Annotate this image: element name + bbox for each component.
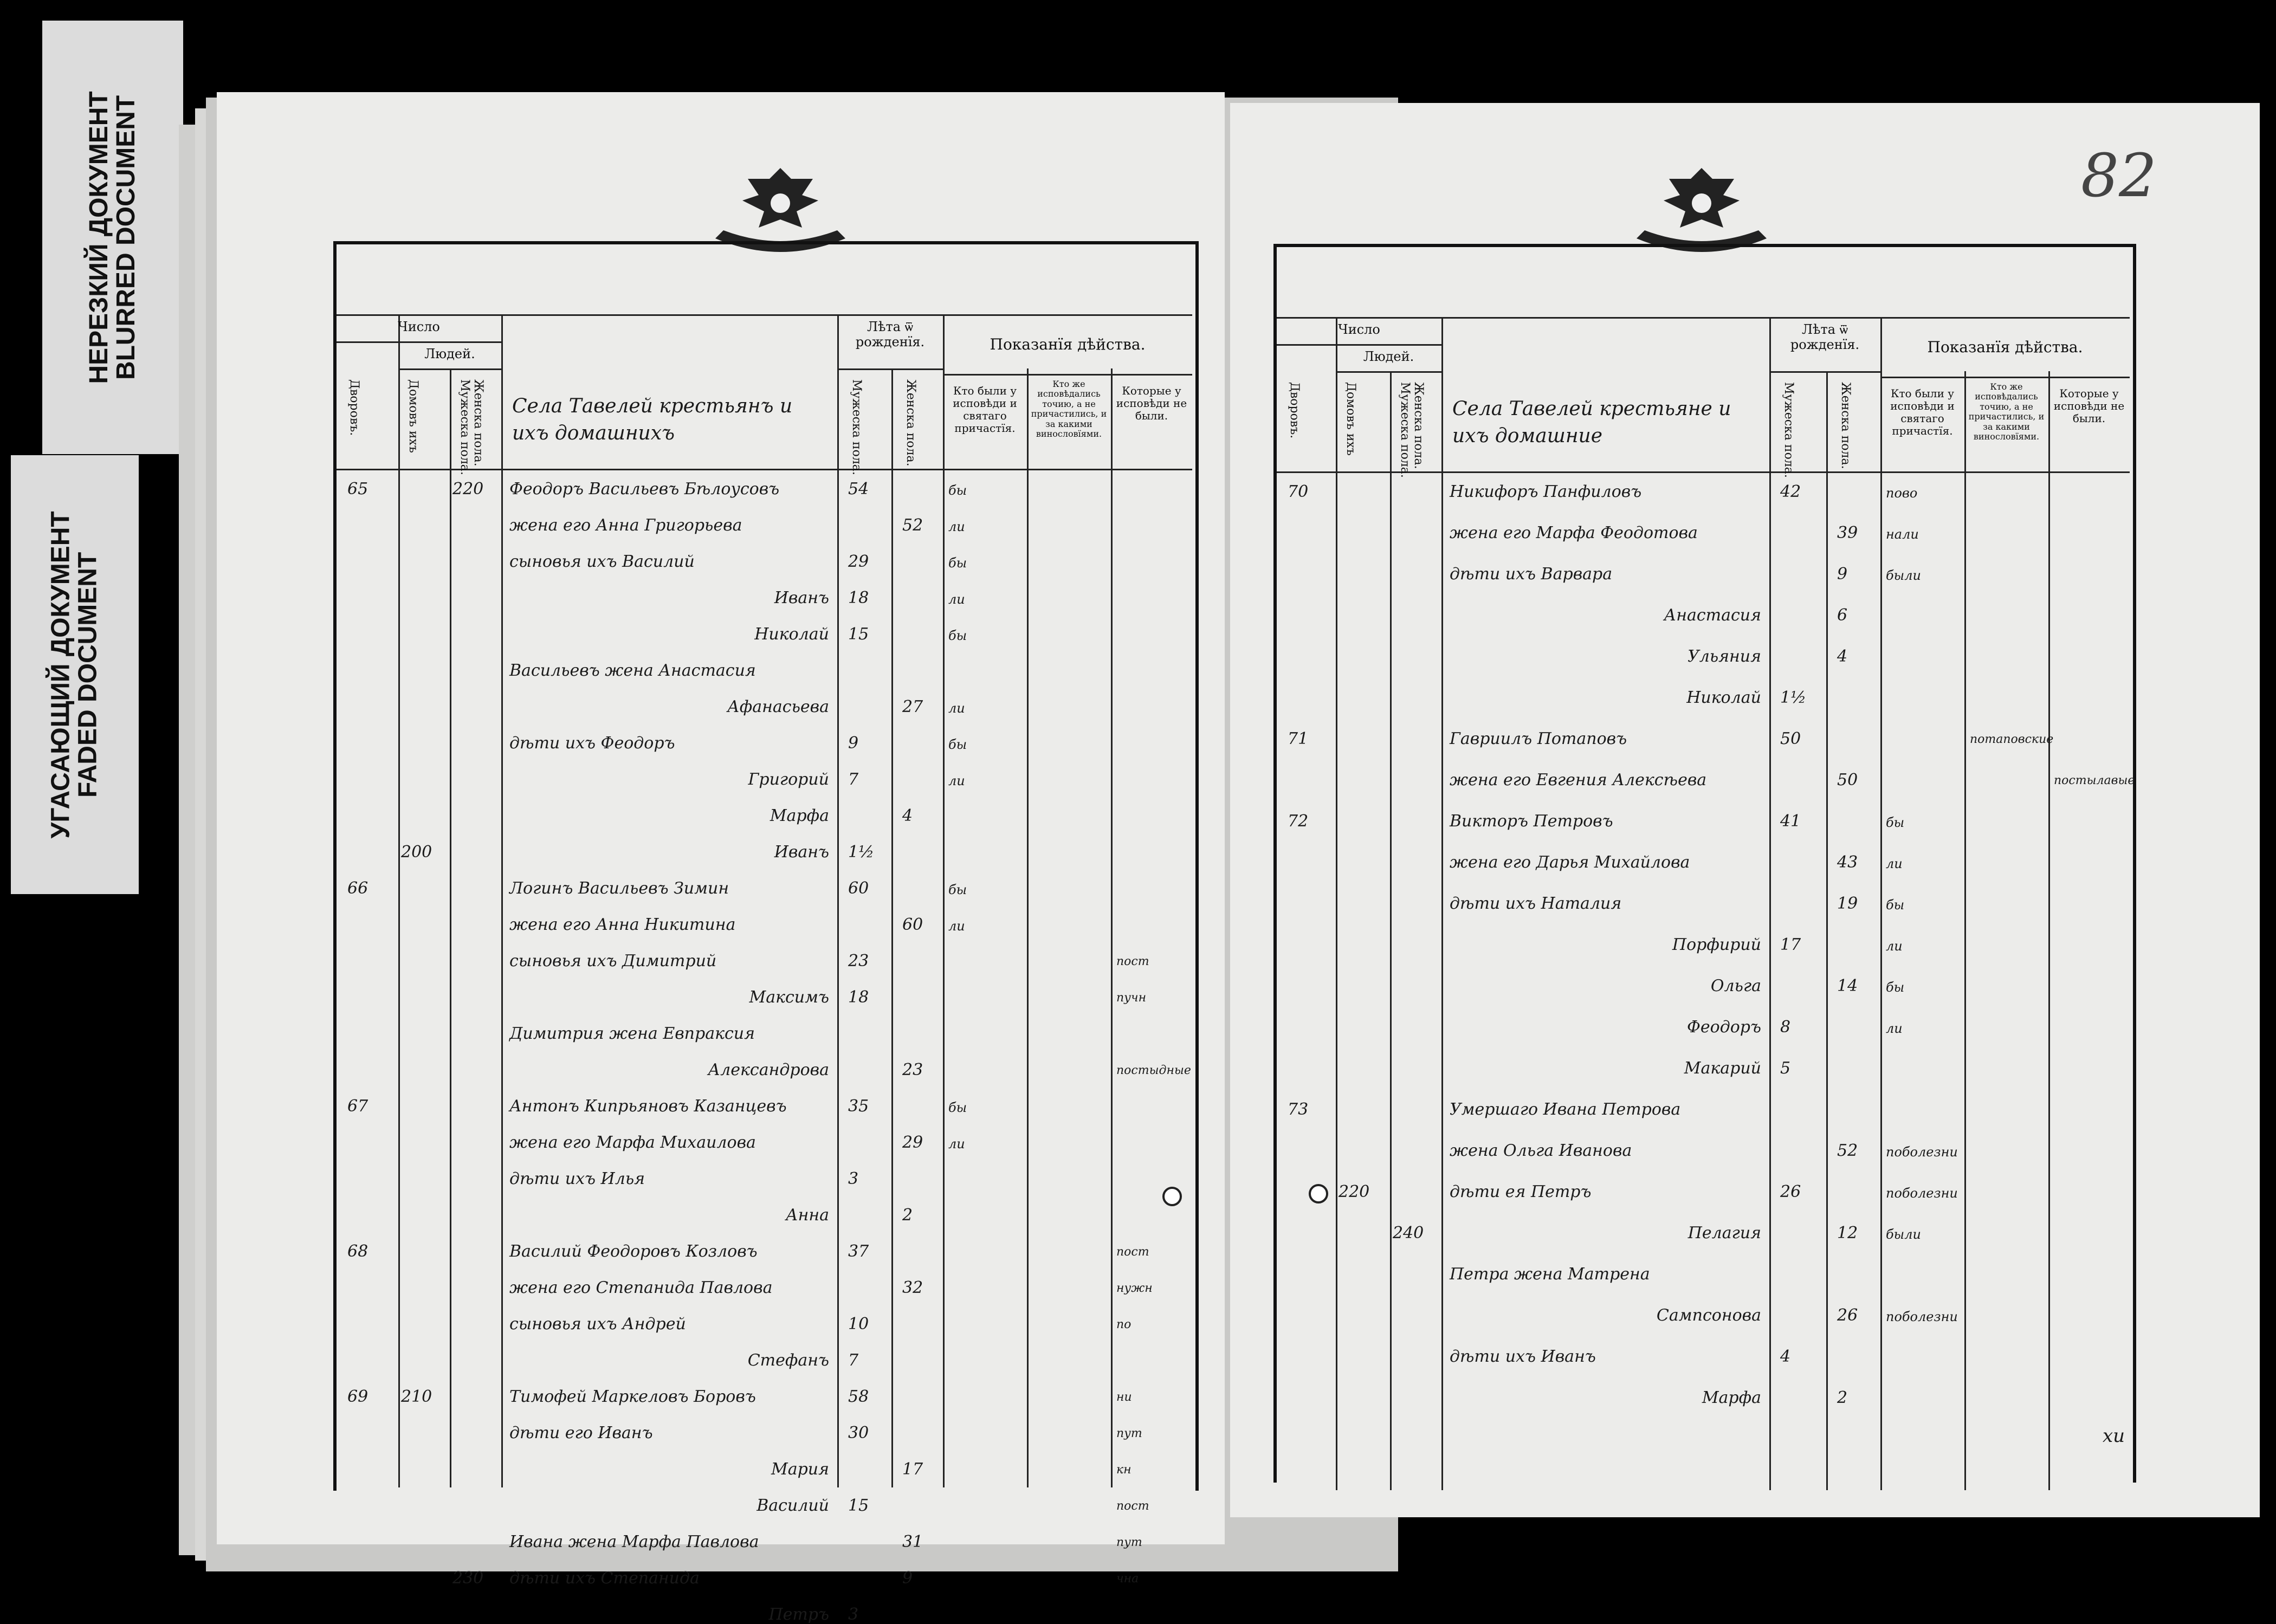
age-male: 18 [848, 988, 869, 1007]
person-name: Максимъ [749, 988, 829, 1007]
header-zhen: Женска пола. [471, 379, 485, 467]
column-divider [837, 314, 839, 1487]
column-divider [1027, 368, 1029, 1487]
person-name: Петра жена Матрена [1450, 1265, 1650, 1284]
person-name: дѣти ихъ Иванъ [1450, 1347, 1596, 1366]
age-male: 29 [848, 552, 869, 571]
age-male: 54 [848, 480, 869, 499]
not-confessed-mark: по [1116, 1318, 1131, 1331]
person-name: Порфирий [1672, 935, 1761, 954]
leta-line [837, 368, 943, 370]
blurred-document-tab [42, 21, 183, 454]
person-name: Викторъ Петровъ [1450, 812, 1613, 831]
person-name: Мария [771, 1460, 829, 1479]
confession-mark: ли [948, 1136, 965, 1151]
header-leta-muzh: Мужеска пола. [1782, 382, 1795, 478]
column-divider [1964, 371, 1966, 1490]
age-male: 37 [848, 1242, 869, 1261]
age-female: 4 [902, 806, 913, 825]
person-name: жена Ольга Иванова [1450, 1141, 1632, 1160]
column-divider [1880, 317, 1882, 1490]
confession-mark: ли [1886, 856, 1903, 871]
confession-mark: пово [1886, 486, 1918, 501]
age-female: 39 [1837, 523, 1858, 542]
age-male: 7 [848, 1351, 859, 1370]
confession-mark: ли [948, 519, 965, 534]
person-name: сыновья ихъ Андрей [509, 1315, 686, 1334]
column-divider [943, 314, 945, 1487]
person-name: Григорий [748, 770, 829, 789]
not-confessed-mark: пучн [1116, 991, 1147, 1005]
not-confessed-mark: пост [1116, 955, 1149, 968]
age-female: 2 [1837, 1388, 1848, 1407]
header-muzh: Мужеска пола. [1398, 382, 1412, 478]
blurred-tab-en: BLURRED DOCUMENT [112, 95, 140, 380]
age-female: 50 [1837, 771, 1858, 790]
confession-mark: бы [1886, 815, 1905, 830]
person-name: Димитрия жена Евпраксия [509, 1024, 755, 1043]
person-name: Николай [1686, 688, 1761, 707]
age-female: 14 [1837, 976, 1858, 995]
chislo-line [1277, 344, 1441, 346]
person-name: Николай [754, 625, 829, 644]
person-name: Анастасия [1664, 606, 1761, 625]
age-female: 2 [902, 1206, 913, 1225]
header-dvorov: Дворовъ. [1288, 382, 1301, 439]
tally-female: 230 [452, 1569, 484, 1588]
faded-document-tab [11, 455, 139, 894]
confession-mark: ли [948, 701, 965, 716]
not-confessed-mark: нужн [1116, 1282, 1153, 1295]
punch-hole [1309, 1184, 1328, 1204]
confession-only-mark: потаповские [1970, 733, 2054, 746]
not-confessed-mark: чна [1116, 1572, 1139, 1586]
age-female: 9 [1837, 565, 1848, 584]
faded-tab-en: FADED DOCUMENT [74, 552, 103, 798]
header-village-title: Села Тавелей крестьянъ и ихъ домашнихъ [512, 395, 793, 445]
person-name: дѣти ея Петръ [1450, 1182, 1592, 1201]
age-male: 60 [848, 879, 869, 898]
header-domov: Домовъ ихъ [406, 379, 420, 453]
household-number: 73 [1288, 1100, 1309, 1119]
household-number: 71 [1288, 729, 1309, 748]
column-divider [501, 314, 503, 1487]
not-confessed-mark: пут [1116, 1536, 1142, 1549]
age-male: 1½ [848, 843, 875, 862]
confession-mark: нали [1886, 527, 1919, 542]
age-male: 23 [848, 952, 869, 970]
person-name: Макарий [1684, 1059, 1761, 1078]
person-name: Афанасьева [727, 697, 829, 716]
confession-mark: бы [948, 882, 967, 897]
age-female: 4 [1837, 647, 1848, 666]
person-name: Василий Феодоровъ Козловъ [509, 1242, 758, 1261]
household-number: 68 [347, 1242, 368, 1261]
age-male: 3 [848, 1169, 859, 1188]
person-name: Петръ [768, 1605, 829, 1624]
person-name: Ольга [1710, 976, 1761, 995]
person-name: Стефанъ [747, 1351, 829, 1370]
age-female: 17 [902, 1460, 923, 1479]
confession-mark: бы [948, 1100, 967, 1115]
age-male: 58 [848, 1387, 869, 1406]
person-name: Логинъ Васильевъ Зимин [509, 879, 729, 898]
header-top-line [1277, 317, 2130, 319]
corner-note: хи [2103, 1425, 2125, 1447]
person-name: Никифоръ Панфиловъ [1450, 482, 1642, 501]
confession-mark: бы [948, 628, 967, 643]
faded-tab-ru: УГАСАЮЩИЙ ДОКУМЕНТ [46, 510, 75, 839]
not-confessed-mark: пост [1116, 1499, 1149, 1513]
column-divider [1336, 317, 1337, 1490]
person-name: Антонъ Кипрьяновъ Казанцевъ [509, 1097, 787, 1116]
age-male: 42 [1780, 482, 1801, 501]
age-female: 29 [902, 1133, 923, 1152]
header-pokaz: Показанїя дѣйства. [1927, 338, 2083, 356]
age-male: 10 [848, 1315, 869, 1334]
header-col-b: Кто же исповѣдались точию, а не причастились, и за какими винословїями. [1968, 381, 2045, 442]
person-name: жена его Анна Григорьева [509, 516, 742, 535]
household-number: 67 [347, 1097, 368, 1116]
confession-mark: ли [948, 918, 965, 934]
leta-line [1769, 371, 1880, 373]
header-lyudey: Людей. [424, 346, 475, 361]
age-male: 18 [848, 588, 869, 607]
age-female: 43 [1837, 853, 1858, 872]
chislo-line [337, 341, 501, 343]
column-divider [398, 314, 400, 1487]
blurred-tab-ru: НЕРЕЗКИЙ ДОКУМЕНТ [84, 90, 113, 384]
age-female: 19 [1837, 894, 1858, 913]
person-name: жена его Степанида Павлова [509, 1278, 773, 1297]
confession-mark: бы [948, 483, 967, 498]
not-confessed-mark: постылавые [2054, 774, 2135, 787]
header-leta-zhen: Женска пола. [1839, 382, 1852, 469]
age-male: 8 [1780, 1018, 1791, 1037]
person-name: Гавриилъ Потаповъ [1450, 729, 1627, 748]
tally-female: 220 [452, 480, 484, 499]
person-name: Иванъ [774, 588, 829, 607]
header-leta: Лѣта ѿ рожденїя. [855, 319, 925, 350]
age-male: 7 [848, 770, 859, 789]
person-name: жена его Дарья Михайлова [1450, 853, 1690, 872]
age-male: 4 [1780, 1347, 1791, 1366]
person-name: жена его Евгения Алексѣева [1450, 771, 1707, 790]
person-name: Ульяния [1687, 647, 1761, 666]
punch-hole [1162, 1187, 1182, 1206]
header-muzh: Мужеска пола. [458, 379, 471, 475]
column-divider [1826, 371, 1828, 1490]
person-name: Марфа [1702, 1388, 1761, 1407]
confession-mark: бы [948, 555, 967, 571]
column-divider [450, 368, 451, 1487]
header-leta: Лѣта ѿ рожденїя. [1790, 322, 1860, 352]
header-leta-muzh: Мужеска пола. [850, 379, 863, 475]
column-divider [1390, 371, 1392, 1490]
lyudey-line [1336, 371, 1441, 373]
header-col-c: Которые у исповѣди не были. [2053, 387, 2125, 425]
age-female: 6 [1837, 606, 1848, 625]
age-female: 32 [902, 1278, 923, 1297]
person-name: сыновья ихъ Василий [509, 552, 695, 571]
person-name: Иванъ [774, 843, 829, 862]
person-name: Умершаго Ивана Петрова [1450, 1100, 1681, 1119]
not-confessed-mark: кн [1116, 1463, 1131, 1477]
age-male: 41 [1780, 812, 1801, 831]
header-zhen: Женска пола. [1412, 382, 1425, 469]
person-name: Анна [785, 1206, 829, 1225]
age-male: 50 [1780, 729, 1801, 748]
header-top-line [337, 314, 1192, 316]
tally-male: 220 [1339, 1182, 1370, 1201]
person-name: Марфа [770, 806, 829, 825]
not-confessed-mark: постыдные [1116, 1064, 1191, 1077]
person-name: жена его Анна Никитина [509, 915, 736, 934]
age-male: 15 [848, 1496, 869, 1515]
confession-mark: поболезни [1886, 1309, 1958, 1324]
header-col-a: Кто были у исповѣди и святаго причастїя. [953, 384, 1017, 435]
age-male: 30 [848, 1424, 869, 1442]
person-name: Пелагия [1687, 1224, 1761, 1243]
confession-mark: были [1886, 568, 1921, 583]
header-chislo: Число [398, 319, 440, 334]
person-name: Александрова [708, 1060, 829, 1079]
household-number: 72 [1288, 812, 1309, 831]
age-female: 27 [902, 697, 923, 716]
age-male: 35 [848, 1097, 869, 1116]
header-dvorov: Дворовъ. [347, 379, 361, 436]
age-female: 52 [902, 516, 923, 535]
age-male: 3 [848, 1605, 859, 1624]
person-name: жена его Марфа Феодотова [1450, 523, 1698, 542]
confession-mark: ли [1886, 939, 1903, 954]
header-col-b: Кто же исповѣдались точию, а не причастились, и за какими винословїями. [1031, 379, 1107, 439]
person-name: жена его Марфа Михаилова [509, 1133, 756, 1152]
age-male: 15 [848, 625, 869, 644]
person-name: сыновья ихъ Димитрий [509, 952, 717, 970]
age-female: 12 [1837, 1224, 1858, 1243]
age-male: 9 [848, 734, 859, 753]
header-col-a: Кто были у исповѣди и святаго причастїя. [1890, 387, 1955, 437]
age-male: 26 [1780, 1182, 1801, 1201]
person-name: Василий [756, 1496, 829, 1515]
confession-mark: были [1886, 1227, 1921, 1242]
age-female: 31 [902, 1532, 923, 1551]
age-female: 9 [902, 1569, 913, 1588]
confession-mark: бы [948, 737, 967, 752]
household-number: 70 [1288, 482, 1309, 501]
person-name: Тимофей Маркеловъ Боровъ [509, 1387, 756, 1406]
age-male: 17 [1780, 935, 1801, 954]
age-female: 26 [1837, 1306, 1858, 1325]
header-lyudey: Людей. [1363, 349, 1414, 364]
age-female: 23 [902, 1060, 923, 1079]
person-name: Васильевъ жена Анастасия [509, 661, 756, 680]
page-number: 82 [2081, 141, 2157, 210]
column-divider [1441, 317, 1443, 1490]
not-confessed-mark: ни [1116, 1390, 1132, 1404]
confession-mark: поболезни [1886, 1144, 1958, 1160]
person-name: дѣти ихъ Феодоръ [509, 734, 675, 753]
header-col-c: Которые у исповѣди не были. [1116, 384, 1187, 422]
column-divider [1111, 368, 1113, 1487]
person-name: Феодоръ Васильевъ Бѣлоусовъ [509, 480, 780, 499]
person-name: дѣти ихъ Степанида [509, 1569, 700, 1588]
column-divider [891, 368, 893, 1487]
household-number: 65 [347, 480, 368, 499]
pokaz-line [943, 374, 1192, 376]
household-number: 69 [347, 1387, 368, 1406]
header-pokaz: Показанїя дѣйства. [990, 335, 1146, 353]
person-name: дѣти ихъ Илья [509, 1169, 645, 1188]
tally-female: 240 [1393, 1224, 1424, 1243]
header-chislo: Число [1338, 322, 1380, 337]
person-name: Сампсонова [1656, 1306, 1761, 1325]
household-number: 66 [347, 879, 368, 898]
person-name: дѣти его Иванъ [509, 1424, 653, 1442]
confession-mark: ли [1886, 1021, 1903, 1036]
confession-mark: поболезни [1886, 1186, 1958, 1201]
column-divider [1769, 317, 1771, 1490]
person-name: дѣти ихъ Варвара [1450, 565, 1613, 584]
confession-mark: бы [1886, 897, 1905, 913]
tally-male: 200 [401, 843, 432, 862]
age-female: 60 [902, 915, 923, 934]
confession-mark: бы [1886, 980, 1905, 995]
column-divider [2048, 371, 2050, 1490]
confession-mark: ли [948, 592, 965, 607]
header-village-title: Села Тавелей крестьяне и ихъ домашние [1452, 398, 1731, 448]
confession-mark: ли [948, 773, 965, 788]
header-leta-zhen: Женска пола. [904, 379, 917, 467]
pokaz-line [1880, 377, 2130, 378]
not-confessed-mark: пост [1116, 1245, 1149, 1259]
tally-male: 210 [401, 1387, 432, 1406]
age-female: 52 [1837, 1141, 1858, 1160]
person-name: дѣти ихъ Наталия [1450, 894, 1622, 913]
header-domov: Домовъ ихъ [1344, 382, 1357, 456]
person-name: Феодоръ [1687, 1018, 1761, 1037]
age-male: 5 [1780, 1059, 1791, 1078]
person-name: Ивана жена Марфа Павлова [509, 1532, 759, 1551]
age-male: 1½ [1780, 688, 1807, 707]
not-confessed-mark: пут [1116, 1427, 1142, 1440]
